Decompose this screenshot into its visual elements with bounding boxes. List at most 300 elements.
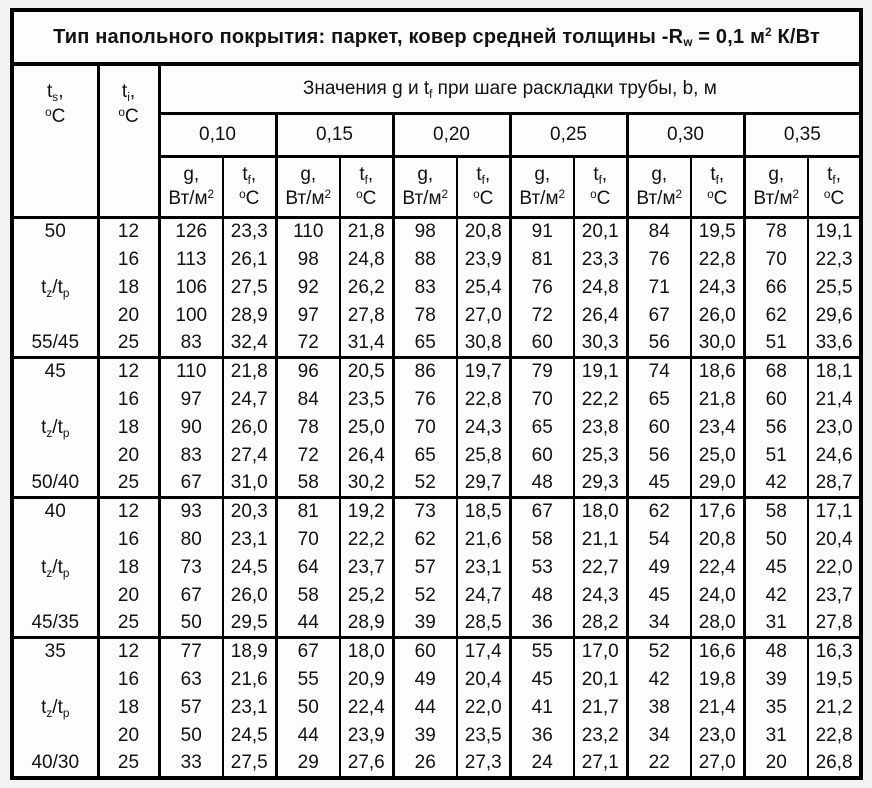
ts-symbol: $t_s$, xyxy=(47,81,64,104)
tf-value: 30,3 xyxy=(574,330,627,358)
supply-return-ratio: 45/35 xyxy=(12,610,98,638)
g-value: 60 xyxy=(744,386,808,414)
g-value: 84 xyxy=(276,386,340,414)
ts-cell xyxy=(12,442,98,470)
ti-value: 18 xyxy=(98,274,159,302)
g-unit: $Вт/м^2$ xyxy=(636,188,683,209)
tz-tp-label: $t_z/t_p$ xyxy=(12,694,98,722)
tf-value: 24,0 xyxy=(691,582,744,610)
tf-unit: $^о$С xyxy=(823,188,845,209)
ts-cell xyxy=(12,722,98,750)
g-unit: $Вт/м^2$ xyxy=(519,188,566,209)
tf-value: 23,8 xyxy=(574,414,627,442)
tf-value: 20,5 xyxy=(340,358,393,386)
g-value: 70 xyxy=(744,246,808,274)
table-row xyxy=(12,386,861,414)
tf-value: 16,3 xyxy=(808,638,861,666)
tf-value: 19,2 xyxy=(340,498,393,526)
span-header-text: Значения g и $t_f$ при шаге раскладки трубы, b, м xyxy=(302,78,717,101)
tf-value: 27,1 xyxy=(574,750,627,778)
tf-value: 24,5 xyxy=(223,554,276,582)
ti-value: 20 xyxy=(98,582,159,610)
g-value: 48 xyxy=(510,470,574,498)
pitch-header: 0,15 xyxy=(276,114,393,157)
data-block-ts-35 xyxy=(12,638,861,778)
tf-value: 24,8 xyxy=(574,274,627,302)
ti-column-header xyxy=(98,64,159,218)
g-value: 53 xyxy=(510,554,574,582)
tf-unit: $^о$С xyxy=(356,188,377,209)
tf-value: 17,1 xyxy=(808,498,861,526)
tf-value: 16,6 xyxy=(691,638,744,666)
tf-value: 27,5 xyxy=(223,750,276,778)
g-value: 78 xyxy=(744,218,808,246)
tf-value: 21,8 xyxy=(340,218,393,246)
title-value: = 0,1 м xyxy=(692,25,766,48)
g-symbol: g, xyxy=(768,164,785,186)
tf-symbol: $t_f$, xyxy=(359,164,374,188)
g-symbol: g, xyxy=(183,164,200,186)
tf-symbol: $t_f$, xyxy=(593,164,608,188)
g-value: 86 xyxy=(393,358,457,386)
g-value: 72 xyxy=(276,330,340,358)
g-symbol: g, xyxy=(417,164,434,186)
pitch-header: 0,20 xyxy=(393,114,510,157)
tf-value: 30,2 xyxy=(340,470,393,498)
tf-value: 21,6 xyxy=(223,666,276,694)
tf-value: 19,7 xyxy=(457,358,510,386)
g-value: 65 xyxy=(393,442,457,470)
g-value: 106 xyxy=(159,274,223,302)
g-value: 81 xyxy=(510,246,574,274)
ts-cell xyxy=(12,526,98,554)
table-row xyxy=(12,274,861,302)
tf-value: 24,3 xyxy=(691,274,744,302)
tf-value: 28,2 xyxy=(574,610,627,638)
g-value: 52 xyxy=(627,638,691,666)
g-value: 57 xyxy=(393,554,457,582)
g-value: 97 xyxy=(276,302,340,330)
g-value: 90 xyxy=(159,414,223,442)
tf-unit: $^о$С xyxy=(707,188,728,209)
tf-value: 21,4 xyxy=(808,386,861,414)
supply-temp-label: 35 xyxy=(12,638,98,666)
ti-value: 16 xyxy=(98,246,159,274)
tf-value: 28,5 xyxy=(457,610,510,638)
g-value: 83 xyxy=(159,330,223,358)
tf-value: 21,6 xyxy=(457,526,510,554)
tf-symbol: $t_f$, xyxy=(242,164,257,188)
g-value: 78 xyxy=(393,302,457,330)
tf-value: 20,8 xyxy=(691,526,744,554)
g-value: 56 xyxy=(627,442,691,470)
tf-value: 23,3 xyxy=(223,218,276,246)
ts-cell xyxy=(12,386,98,414)
g-value: 39 xyxy=(393,610,457,638)
g-value: 42 xyxy=(744,470,808,498)
g-value: 98 xyxy=(393,218,457,246)
tf-value: 30,8 xyxy=(457,330,510,358)
g-value: 96 xyxy=(276,358,340,386)
tf-value: 23,0 xyxy=(808,414,861,442)
g-unit-header xyxy=(744,157,808,218)
tf-value: 26,0 xyxy=(223,414,276,442)
data-block-ts-40 xyxy=(12,498,861,638)
ti-value: 18 xyxy=(98,414,159,442)
tf-value: 23,3 xyxy=(574,246,627,274)
table-row xyxy=(12,722,861,750)
pitch-header: 0,25 xyxy=(510,114,627,157)
tf-value: 25,5 xyxy=(808,274,861,302)
tf-value: 29,6 xyxy=(808,302,861,330)
tf-value: 26,0 xyxy=(691,302,744,330)
tf-symbol: $t_f$, xyxy=(827,164,841,188)
ts-cell xyxy=(12,302,98,330)
tf-value: 27,3 xyxy=(457,750,510,778)
tf-value: 24,7 xyxy=(457,582,510,610)
g-value: 51 xyxy=(744,330,808,358)
tf-value: 20,8 xyxy=(457,218,510,246)
g-value: 62 xyxy=(627,498,691,526)
table-container xyxy=(10,8,863,780)
tf-value: 21,8 xyxy=(691,386,744,414)
g-value: 52 xyxy=(393,582,457,610)
tf-value: 24,8 xyxy=(340,246,393,274)
table-row xyxy=(12,498,861,526)
g-value: 36 xyxy=(510,610,574,638)
table-row xyxy=(12,330,861,358)
table-row xyxy=(12,750,861,778)
tf-symbol: $t_f$, xyxy=(476,164,491,188)
title-row xyxy=(12,10,861,64)
g-symbol: g, xyxy=(300,164,317,186)
g-value: 20 xyxy=(744,750,808,778)
tf-value: 20,9 xyxy=(340,666,393,694)
g-value: 56 xyxy=(744,414,808,442)
table-row xyxy=(12,694,861,722)
tf-value: 27,8 xyxy=(808,610,861,638)
tf-value: 29,7 xyxy=(457,470,510,498)
g-value: 22 xyxy=(627,750,691,778)
g-value: 76 xyxy=(627,246,691,274)
pitch-header: 0,30 xyxy=(627,114,744,157)
g-value: 57 xyxy=(159,694,223,722)
tf-value: 18,5 xyxy=(457,498,510,526)
g-value: 56 xyxy=(627,330,691,358)
g-unit: $Вт/м^2$ xyxy=(753,188,800,209)
g-value: 58 xyxy=(510,526,574,554)
g-value: 64 xyxy=(276,554,340,582)
g-value: 67 xyxy=(159,470,223,498)
g-value: 48 xyxy=(744,638,808,666)
tf-value: 26,1 xyxy=(223,246,276,274)
table-row xyxy=(12,526,861,554)
g-value: 79 xyxy=(510,358,574,386)
tf-value: 22,7 xyxy=(574,554,627,582)
g-value: 60 xyxy=(510,330,574,358)
tf-value: 25,0 xyxy=(691,442,744,470)
tf-value: 26,8 xyxy=(808,750,861,778)
table-row xyxy=(12,218,861,246)
tf-unit: $^о$С xyxy=(473,188,494,209)
g-value: 91 xyxy=(510,218,574,246)
g-unit: $Вт/м^2$ xyxy=(285,188,332,209)
tf-value: 19,5 xyxy=(691,218,744,246)
table-row xyxy=(12,442,861,470)
table-row xyxy=(12,470,861,498)
g-value: 83 xyxy=(393,274,457,302)
tf-value: 19,1 xyxy=(574,358,627,386)
g-value: 49 xyxy=(393,666,457,694)
g-value: 71 xyxy=(627,274,691,302)
g-value: 110 xyxy=(159,358,223,386)
tf-value: 22,8 xyxy=(457,386,510,414)
tf-unit-header xyxy=(808,157,861,218)
ti-value: 12 xyxy=(98,638,159,666)
g-value: 55 xyxy=(276,666,340,694)
tf-value: 27,4 xyxy=(223,442,276,470)
tf-value: 21,7 xyxy=(574,694,627,722)
g-value: 42 xyxy=(627,666,691,694)
g-value: 52 xyxy=(393,470,457,498)
g-value: 92 xyxy=(276,274,340,302)
tf-value: 26,4 xyxy=(340,442,393,470)
tf-value: 26,0 xyxy=(223,582,276,610)
tf-value: 28,9 xyxy=(223,302,276,330)
tf-value: 28,7 xyxy=(808,470,861,498)
ts-unit: $^о$С xyxy=(45,105,66,127)
g-value: 84 xyxy=(627,218,691,246)
table-row xyxy=(12,582,861,610)
g-value: 67 xyxy=(510,498,574,526)
g-value: 35 xyxy=(744,694,808,722)
tf-value: 25,0 xyxy=(340,414,393,442)
tf-value: 17,0 xyxy=(574,638,627,666)
ti-value: 12 xyxy=(98,218,159,246)
g-value: 81 xyxy=(276,498,340,526)
tf-value: 24,6 xyxy=(808,442,861,470)
g-value: 34 xyxy=(627,722,691,750)
tf-value: 31,4 xyxy=(340,330,393,358)
g-value: 70 xyxy=(276,526,340,554)
g-value: 67 xyxy=(159,582,223,610)
tz-tp-label: $t_z/t_p$ xyxy=(12,554,98,582)
supply-return-ratio: 40/30 xyxy=(12,750,98,778)
supply-return-ratio: 50/40 xyxy=(12,470,98,498)
ti-unit: $^о$С xyxy=(118,105,139,127)
tf-value: 20,1 xyxy=(574,218,627,246)
tf-value: 22,0 xyxy=(808,554,861,582)
table-row xyxy=(12,638,861,666)
g-value: 72 xyxy=(510,302,574,330)
tf-value: 23,7 xyxy=(340,554,393,582)
g-value: 73 xyxy=(393,498,457,526)
g-symbol: g, xyxy=(534,164,551,186)
ti-value: 18 xyxy=(98,554,159,582)
g-unit-header xyxy=(393,157,457,218)
tf-value: 24,3 xyxy=(457,414,510,442)
g-value: 60 xyxy=(627,414,691,442)
table-header xyxy=(12,10,861,218)
ts-column-header xyxy=(12,64,98,218)
tf-value: 24,3 xyxy=(574,582,627,610)
table-row xyxy=(12,666,861,694)
tf-value: 17,4 xyxy=(457,638,510,666)
pitch-header: 0,35 xyxy=(744,114,861,157)
g-value: 65 xyxy=(393,330,457,358)
tf-value: 27,6 xyxy=(340,750,393,778)
g-value: 70 xyxy=(510,386,574,414)
tf-value: 20,3 xyxy=(223,498,276,526)
g-value: 50 xyxy=(276,694,340,722)
title-units: К/Вт xyxy=(771,25,821,48)
tf-value: 23,2 xyxy=(574,722,627,750)
g-value: 88 xyxy=(393,246,457,274)
ti-value: 25 xyxy=(98,610,159,638)
tf-unit-header xyxy=(223,157,276,218)
ti-value: 18 xyxy=(98,694,159,722)
tf-value: 23,9 xyxy=(340,722,393,750)
g-value: 113 xyxy=(159,246,223,274)
g-value: 45 xyxy=(510,666,574,694)
g-value: 60 xyxy=(510,442,574,470)
g-value: 74 xyxy=(627,358,691,386)
tf-value: 22,8 xyxy=(691,246,744,274)
g-value: 73 xyxy=(159,554,223,582)
g-value: 70 xyxy=(393,414,457,442)
g-value: 26 xyxy=(393,750,457,778)
g-value: 67 xyxy=(276,638,340,666)
tf-value: 24,5 xyxy=(223,722,276,750)
tf-value: 22,3 xyxy=(808,246,861,274)
tf-value: 27,5 xyxy=(223,274,276,302)
g-unit-header xyxy=(276,157,340,218)
tf-value: 21,4 xyxy=(691,694,744,722)
g-value: 48 xyxy=(510,582,574,610)
g-value: 72 xyxy=(276,442,340,470)
tf-value: 26,4 xyxy=(574,302,627,330)
tf-value: 31,0 xyxy=(223,470,276,498)
g-value: 44 xyxy=(276,722,340,750)
g-value: 68 xyxy=(744,358,808,386)
g-value: 76 xyxy=(510,274,574,302)
tf-value: 21,2 xyxy=(808,694,861,722)
tf-value: 22,4 xyxy=(340,694,393,722)
ti-value: 20 xyxy=(98,442,159,470)
title-text: Тип напольного покрытия: паркет, ковер средней толщины -R xyxy=(53,25,684,48)
g-value: 39 xyxy=(393,722,457,750)
g-value: 65 xyxy=(510,414,574,442)
tf-unit: $^о$С xyxy=(239,188,260,209)
tf-value: 23,9 xyxy=(457,246,510,274)
tf-value: 23,0 xyxy=(691,722,744,750)
table-row xyxy=(12,554,861,582)
g-value: 58 xyxy=(276,470,340,498)
g-value: 31 xyxy=(744,610,808,638)
title-m2-superscript: 2 xyxy=(765,25,772,39)
tf-value: 23,5 xyxy=(340,386,393,414)
data-block-ts-45 xyxy=(12,358,861,498)
g-value: 50 xyxy=(744,526,808,554)
tf-value: 19,5 xyxy=(808,666,861,694)
tf-value: 20,4 xyxy=(457,666,510,694)
tf-value: 18,0 xyxy=(574,498,627,526)
g-value: 42 xyxy=(744,582,808,610)
g-value: 55 xyxy=(510,638,574,666)
ti-symbol: $t_i$, xyxy=(121,81,136,104)
supply-return-ratio: 55/45 xyxy=(12,330,98,358)
tf-value: 22,2 xyxy=(340,526,393,554)
g-value: 49 xyxy=(627,554,691,582)
tf-value: 20,1 xyxy=(574,666,627,694)
ti-value: 16 xyxy=(98,526,159,554)
tf-value: 18,1 xyxy=(808,358,861,386)
tf-unit-header xyxy=(574,157,627,218)
g-unit-header xyxy=(627,157,691,218)
tf-value: 33,6 xyxy=(808,330,861,358)
tf-value: 19,1 xyxy=(808,218,861,246)
tf-value: 30,0 xyxy=(691,330,744,358)
g-value: 98 xyxy=(276,246,340,274)
g-unit-header xyxy=(159,157,223,218)
g-value: 60 xyxy=(393,638,457,666)
span-header xyxy=(159,64,861,114)
g-value: 83 xyxy=(159,442,223,470)
tf-value: 22,4 xyxy=(691,554,744,582)
g-value: 97 xyxy=(159,386,223,414)
table-title xyxy=(12,10,861,64)
tf-value: 27,0 xyxy=(691,750,744,778)
tf-unit-header xyxy=(457,157,510,218)
tf-symbol: $t_f$, xyxy=(710,164,725,188)
supply-temp-label: 45 xyxy=(12,358,98,386)
tf-value: 25,4 xyxy=(457,274,510,302)
tf-unit-header xyxy=(340,157,393,218)
g-value: 50 xyxy=(159,610,223,638)
g-unit-header xyxy=(510,157,574,218)
g-value: 110 xyxy=(276,218,340,246)
g-unit: $Вт/м^2$ xyxy=(402,188,449,209)
tf-value: 23,5 xyxy=(457,722,510,750)
pitch-header: 0,10 xyxy=(159,114,276,157)
tf-value: 29,3 xyxy=(574,470,627,498)
tf-value: 22,0 xyxy=(457,694,510,722)
g-value: 45 xyxy=(627,582,691,610)
tf-value: 19,8 xyxy=(691,666,744,694)
table-row xyxy=(12,358,861,386)
g-value: 62 xyxy=(393,526,457,554)
tf-value: 32,4 xyxy=(223,330,276,358)
g-value: 80 xyxy=(159,526,223,554)
tz-tp-label: $t_z/t_p$ xyxy=(12,414,98,442)
tf-value: 25,3 xyxy=(574,442,627,470)
g-value: 38 xyxy=(627,694,691,722)
tf-value: 21,1 xyxy=(574,526,627,554)
g-value: 100 xyxy=(159,302,223,330)
ti-value: 25 xyxy=(98,750,159,778)
title-rw-subscript: w xyxy=(683,35,693,49)
tf-value: 25,8 xyxy=(457,442,510,470)
tf-value: 17,6 xyxy=(691,498,744,526)
supply-temp-label: 50 xyxy=(12,218,98,246)
tf-value: 28,0 xyxy=(691,610,744,638)
g-value: 33 xyxy=(159,750,223,778)
g-unit: $Вт/м^2$ xyxy=(168,188,215,209)
tf-unit-header xyxy=(691,157,744,218)
g-symbol: g, xyxy=(651,164,668,186)
tf-value: 26,2 xyxy=(340,274,393,302)
ts-cell xyxy=(12,582,98,610)
